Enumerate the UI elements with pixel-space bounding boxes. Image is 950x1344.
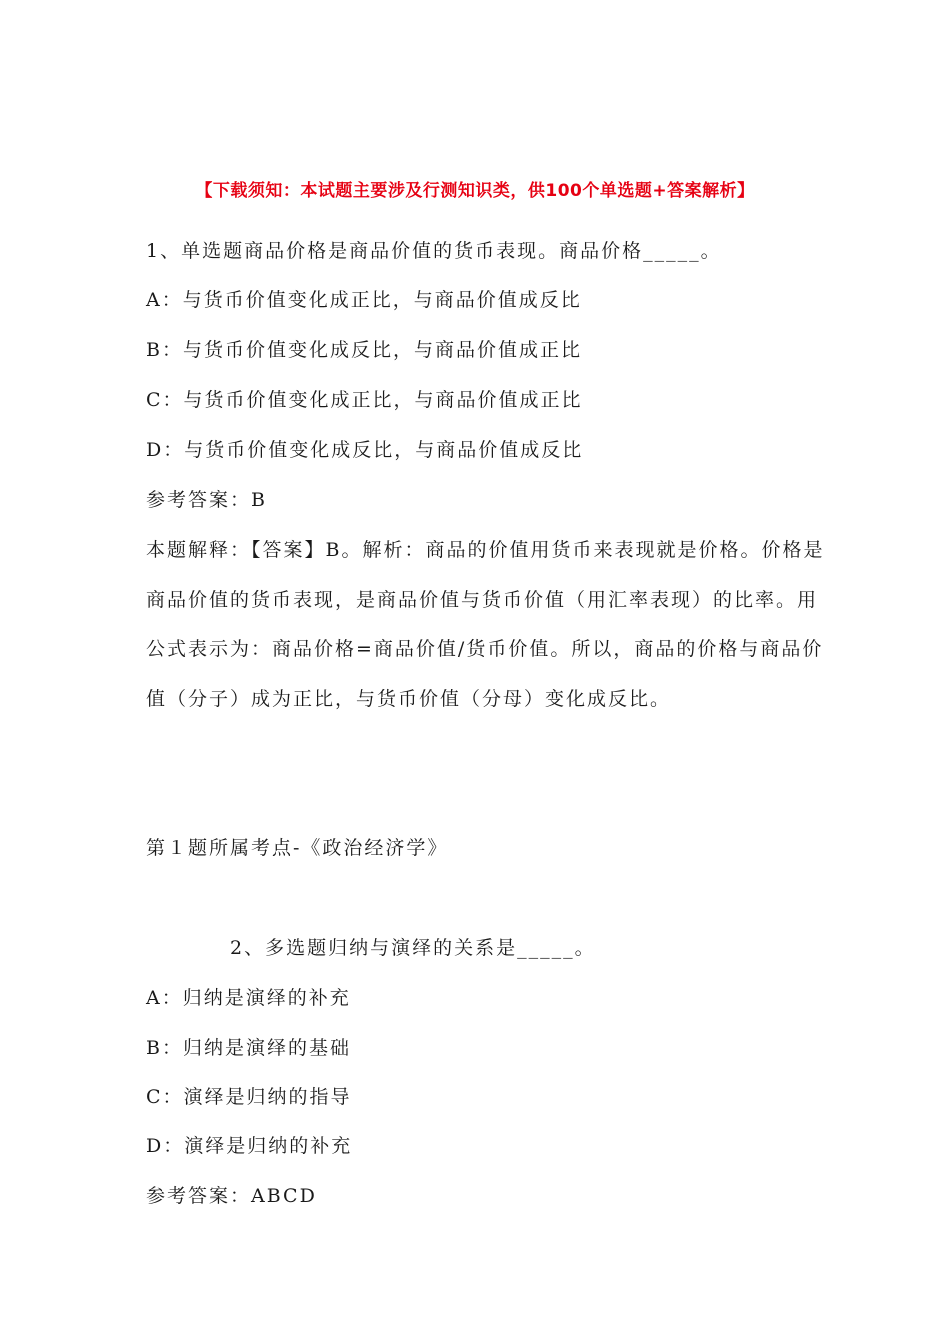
question-1-explanation: 本题解释：【答案】B。解析：商品的价值用货币来表现就是价格。价格是商品价值的货币表现，是商品价值与货币价值（用汇率表现）的比率。用公式表示为：商品价格=商品价值/货币价值。所以，商品的价格与商品价值（分子）成为正比，与货币价值（分母）变化成反比。 bbox=[146, 539, 825, 710]
question-2-option-d: D：演绎是归纳的补充 bbox=[146, 1135, 353, 1157]
question-2-option-c: C：演绎是归纳的指导 bbox=[146, 1086, 352, 1108]
question-1-topic: 第１题所属考点-《政治经济学》 bbox=[146, 837, 449, 859]
question-2-option-b: B：归纳是演绎的基础 bbox=[146, 1037, 351, 1059]
question-1-option-b: B：与货币价值变化成反比，与商品价值成正比 bbox=[146, 339, 582, 361]
question-1-answer: 参考答案：B bbox=[146, 489, 267, 511]
question-2-option-a: A：归纳是演绎的补充 bbox=[146, 987, 351, 1009]
question-1-stem: 1、单选题商品价格是商品价值的货币表现。商品价格_____。 bbox=[146, 240, 722, 262]
question-2-answer: 参考答案：ABCD bbox=[146, 1185, 317, 1207]
question-1-option-c: C：与货币价值变化成正比，与商品价值成正比 bbox=[146, 389, 583, 411]
question-1-option-a: A：与货币价值变化成正比，与商品价值成反比 bbox=[146, 289, 582, 311]
question-1-option-d: D：与货币价值变化成反比，与商品价值成反比 bbox=[146, 439, 584, 461]
download-notice: 【下载须知：本试题主要涉及行测知识类，供100个单选题+答案解析】 bbox=[195, 181, 755, 201]
question-2-stem: 2、多选题归纳与演绎的关系是_____。 bbox=[230, 937, 596, 959]
